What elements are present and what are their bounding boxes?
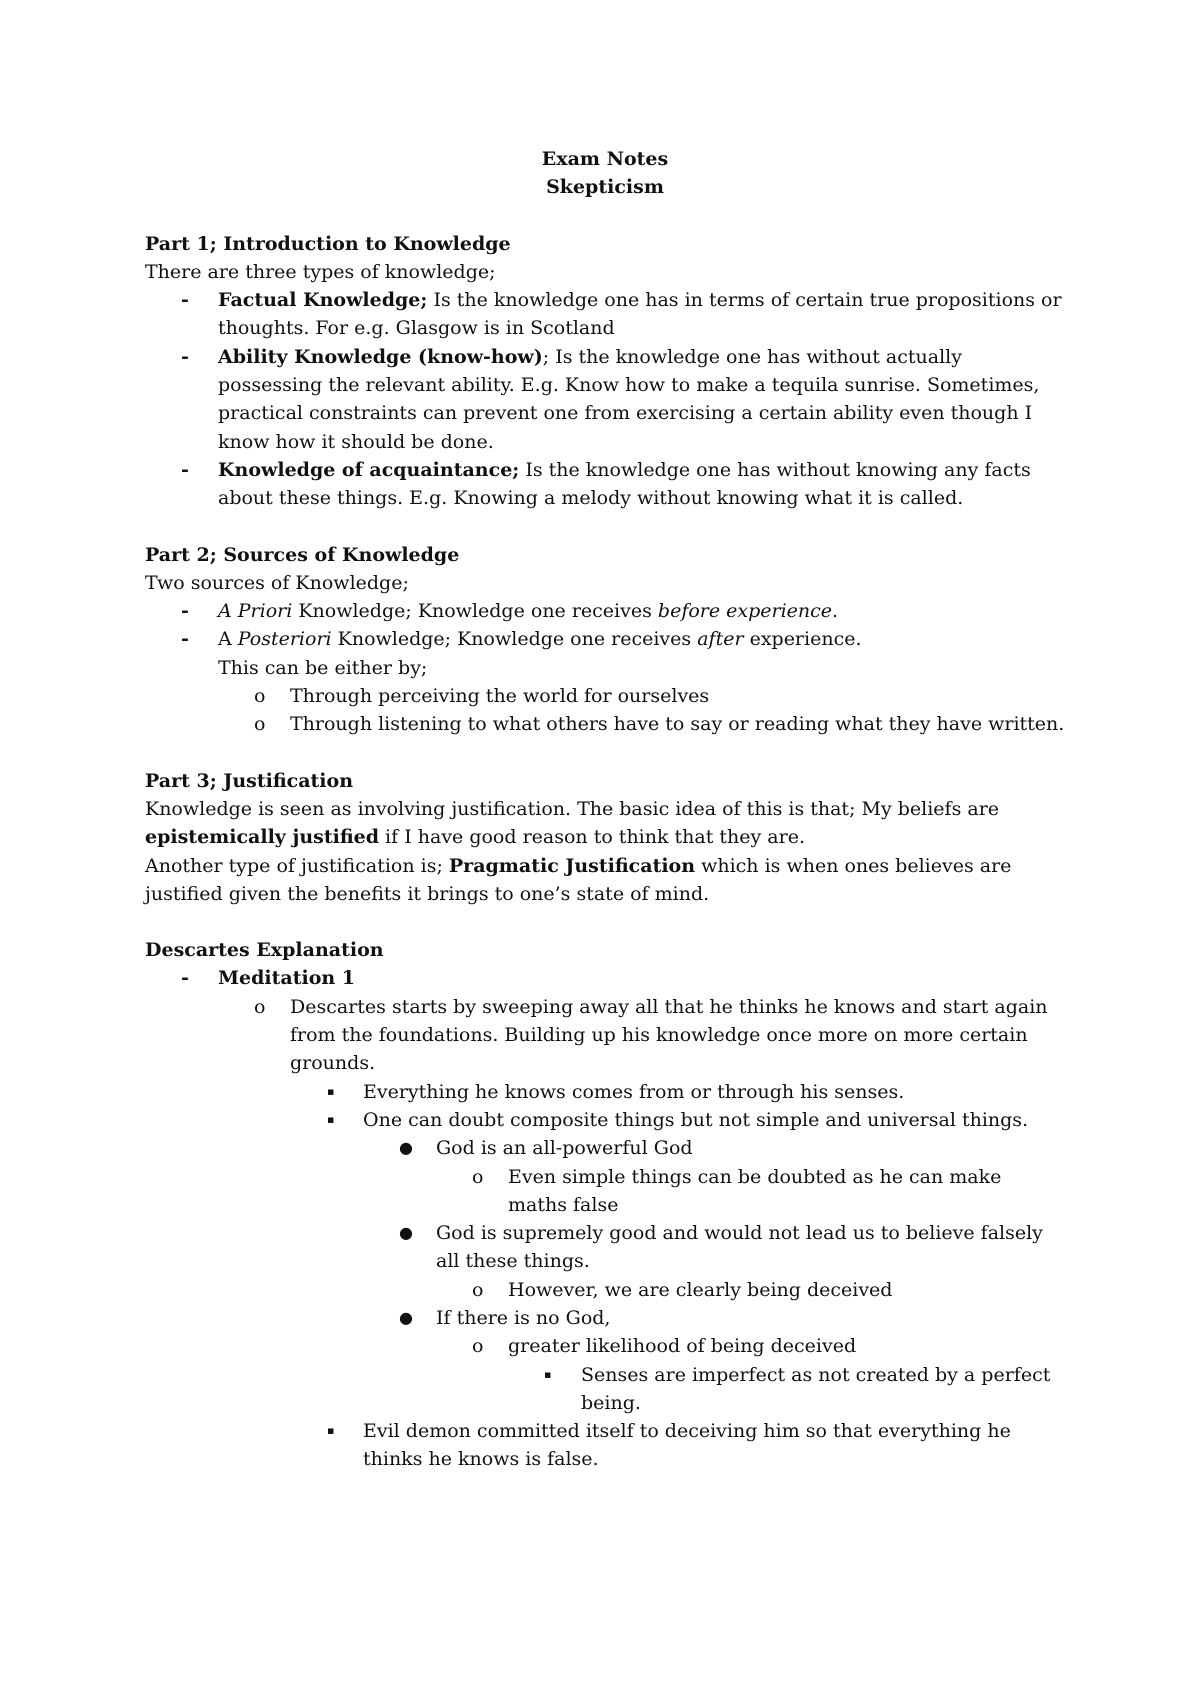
circle-marker: o [472, 1165, 484, 1188]
list-item [145, 286, 1065, 343]
bold-term: Pragmatic Justification [448, 854, 696, 877]
dot-marker: ● [399, 1138, 413, 1158]
term: Knowledge of acquaintance; [218, 458, 520, 481]
definition: Is the knowledge one has without knowing any facts about these things. E.g. Knowing a melody without knowing what it is called. [218, 458, 1031, 510]
square-marker: ▪ [327, 1084, 335, 1098]
text: A [218, 628, 238, 651]
part2-intro: Two sources of Knowledge; [145, 571, 409, 594]
definition: Is the knowledge one has in terms of certain true propositions or thoughts. For e.g. Glasgow is in Scotland [218, 289, 1062, 340]
part1-intro: There are three types of knowledge; [145, 260, 496, 283]
document-subtitle: Skepticism [546, 176, 664, 199]
paragraph [145, 852, 1065, 909]
list-item [145, 1163, 1065, 1220]
text: Even simple things can be doubted as he can make maths false [508, 1165, 1002, 1216]
dash-marker: - [181, 345, 189, 368]
list-item [145, 1219, 1065, 1276]
descartes-heading: Descartes Explanation [145, 939, 384, 962]
list-item [145, 343, 1065, 456]
text: Knowledge is seen as involving justification. The basic idea of this is that; My beliefs are [145, 797, 1000, 820]
text: Knowledge; Knowledge one receives [292, 600, 658, 623]
definition: ; Is the knowledge one has without actually possessing the relevant ability. E.g. Know how to make a tequila sunrise. Sometimes, practical constraints can prevent one from exercising a certain ability even though I know how it should be done. [218, 345, 1040, 453]
part1-heading: Part 1; Introduction to Knowledge [145, 232, 511, 255]
list-item [145, 1361, 1065, 1418]
dot-marker: ● [399, 1223, 413, 1243]
part2-heading: Part 2; Sources of Knowledge [145, 543, 460, 566]
circle-marker: o [472, 1335, 484, 1358]
circle-marker: o [254, 995, 266, 1018]
text: Descartes starts by sweeping away all that he thinks he knows and start again from the foundations. Building up his knowledge once more on more certain grounds. [290, 995, 1048, 1075]
dash-marker: - [181, 289, 189, 312]
dash-marker: - [181, 600, 189, 623]
spacer [145, 739, 1065, 767]
italic-text: after [697, 628, 744, 651]
text: greater likelihood of being deceived [508, 1335, 857, 1358]
circle-marker: o [254, 713, 266, 736]
part3-heading: Part 3; Justification [145, 769, 354, 792]
dash-marker: - [181, 458, 189, 481]
list-item [145, 710, 1065, 738]
circle-marker: o [472, 1278, 484, 1301]
list-item [145, 1332, 1065, 1360]
text: Through listening to what others have to say or reading what they have written. [290, 713, 1065, 736]
text: Everything he knows comes from or through his senses. [363, 1080, 905, 1103]
text: Another type of justification is; [145, 854, 449, 877]
text: Through perceiving the world for ourselves [290, 685, 710, 708]
term: Factual Knowledge; [218, 289, 428, 312]
list-item [145, 682, 1065, 710]
italic-term: Posteriori [237, 628, 332, 651]
text: experience. [743, 628, 862, 651]
text: God is supremely good and would not lead us to believe falsely all these things. [436, 1222, 1043, 1273]
text: If there is no God, [436, 1306, 611, 1329]
circle-marker: o [254, 685, 266, 708]
text: God is an all-powerful God [436, 1137, 693, 1160]
list-item [145, 1304, 1065, 1332]
square-marker: ▪ [327, 1112, 335, 1126]
square-marker: ▪ [327, 1424, 335, 1438]
italic-text: before experience [657, 600, 833, 623]
text: Evil demon committed itself to deceiving him so that everything he thinks he knows is false. [363, 1420, 1011, 1471]
spacer [145, 908, 1065, 936]
text: Knowledge; Knowledge one receives [331, 628, 698, 651]
italic-term: A Priori [218, 600, 293, 623]
text: if I have good reason to think that they are. [379, 826, 806, 849]
text: However, we are clearly being deceived [508, 1278, 893, 1301]
list-item [145, 625, 1065, 653]
list-item [145, 597, 1065, 625]
term: Ability Knowledge (know-how) [218, 345, 543, 368]
list-item [145, 1106, 1065, 1134]
text: which is when ones believes are justified given the benefits it brings to one’s state of mind. [145, 854, 1012, 905]
dash-marker: - [181, 628, 189, 651]
document-page [145, 145, 1065, 1474]
text: One can doubt composite things but not simple and universal things. [363, 1108, 1029, 1131]
list-item [145, 1276, 1065, 1304]
list-item [145, 993, 1065, 1078]
list-item [145, 1417, 1065, 1474]
bold-term: epistemically justified [145, 826, 380, 849]
list-item [145, 1134, 1065, 1162]
list-item [145, 1078, 1065, 1106]
text: . [832, 600, 839, 623]
meditation-title: Meditation 1 [218, 967, 356, 990]
list-item [145, 456, 1065, 513]
spacer [145, 513, 1065, 541]
dash-marker: - [181, 967, 189, 990]
dot-marker: ● [399, 1307, 413, 1327]
continuation-text: This can be either by; [218, 656, 428, 679]
list-item [145, 964, 1065, 992]
document-title: Exam Notes [541, 148, 669, 170]
spacer [145, 202, 1065, 230]
text: Senses are imperfect as not created by a perfect being. [581, 1363, 1051, 1414]
paragraph [145, 795, 1065, 852]
square-marker: ▪ [544, 1367, 552, 1381]
